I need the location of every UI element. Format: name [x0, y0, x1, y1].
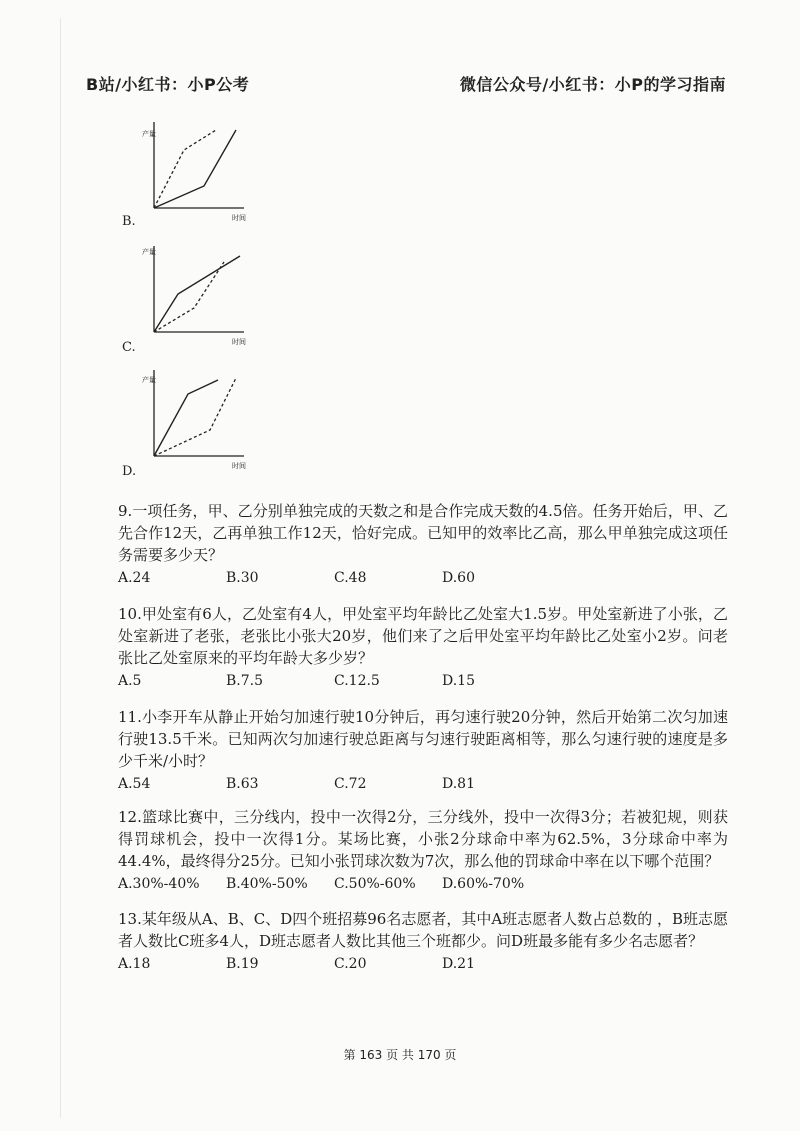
question-10 [118, 603, 728, 692]
answer-choices [118, 773, 728, 795]
answer-choices [118, 873, 728, 895]
question-text: 9.一项任务，甲、乙分别单独完成的天数之和是合作完成天数的4.5倍。任务开始后，甲、乙先合作12天，乙再单独工作12天，恰好完成。已知甲的效率比乙高，那么甲单独完成这项任务需要多少天？ [118, 502, 728, 564]
question-text: 12.篮球比赛中，三分线内，投中一次得2分，三分线外，投中一次得3分；若被犯规，则获得罚球机会，投中一次得1分。某场比赛，小张2分球命中率为62.5%，3分球命中率为44.4%，最终得分25分。已知小张罚球次数为7次，那么他的罚球命中率在以下哪个范围？ [118, 808, 728, 870]
choice-c: C.12.5 [334, 673, 380, 689]
page-number: 第 163 页 共 170 页 [343, 1048, 457, 1062]
option-graph [140, 242, 260, 357]
choice-b: B.40%-50% [226, 876, 308, 892]
solid-line [154, 130, 236, 208]
option-letter: D. [122, 464, 137, 479]
choice-b: B.19 [226, 956, 259, 972]
dashed-line [154, 130, 216, 208]
option-letter: B. [122, 214, 136, 229]
y-axis-label: 产量 [142, 130, 156, 138]
answer-choices [118, 953, 728, 975]
choice-c: C.20 [334, 956, 367, 972]
choice-a: A.30%-40% [118, 876, 200, 892]
question-text: 11.小李开车从静止开始匀加速行驶10分钟后，再匀速行驶20分钟，然后开始第二次匀加速行驶13.5千米。已知两次匀加速行驶总距离与匀速行驶距离相等，那么匀速行驶的速度是多少千米/小时？ [118, 708, 728, 770]
question-text: 13.某年级从A、B、C、D四个班招募96名志愿者，其中A班志愿者人数占总数的 ，B班志愿者人数比C班多4人，D班志愿者人数比其他三个班都少。问D班最多能有多少名志愿者？ [118, 910, 728, 950]
x-axis-label: 时间 [232, 214, 246, 222]
solid-line [154, 380, 218, 456]
answer-choices [118, 567, 728, 589]
question-text: 10.甲处室有6人，乙处室有4人，甲处室平均年龄比乙处室大1.5岁。甲处室新进了小张，乙处室新进了老张，老张比小张大20岁，他们来了之后甲处室平均年龄比乙处室小2岁。问老张比乙处室原来的平均年龄大多少岁？ [118, 605, 728, 667]
choice-d: D.60 [442, 570, 475, 586]
answer-choices [118, 670, 728, 692]
y-axis-label: 产量 [142, 376, 156, 384]
question-11 [118, 706, 728, 795]
question-12 [118, 806, 728, 895]
choice-c: C.72 [334, 776, 367, 792]
y-axis-label: 产量 [142, 248, 156, 256]
choice-c: C.48 [334, 570, 367, 586]
choice-a: A.24 [118, 570, 151, 586]
solid-line [154, 256, 240, 332]
choice-d: D.15 [442, 673, 475, 689]
option-graph [140, 118, 260, 233]
question-13 [118, 908, 728, 975]
choice-d: D.81 [442, 776, 475, 792]
x-axis-label: 时间 [232, 338, 246, 346]
option-letter: C. [122, 340, 136, 355]
choice-d: D.60%-70% [442, 876, 525, 892]
choice-c: C.50%-60% [334, 876, 416, 892]
choice-a: A.5 [118, 673, 142, 689]
choice-b: B.30 [226, 570, 259, 586]
header-left: B站/小红书：小P公考 [86, 75, 250, 94]
dashed-line [154, 378, 236, 456]
choice-b: B.7.5 [226, 673, 264, 689]
choice-b: B.63 [226, 776, 259, 792]
choice-d: D.21 [442, 956, 475, 972]
question-9 [118, 500, 728, 589]
choice-a: A.54 [118, 776, 151, 792]
choice-a: A.18 [118, 956, 151, 972]
x-axis-label: 时间 [232, 462, 246, 470]
header-right: 微信公众号/小红书：小P的学习指南 [459, 75, 726, 94]
option-graph [140, 366, 260, 481]
